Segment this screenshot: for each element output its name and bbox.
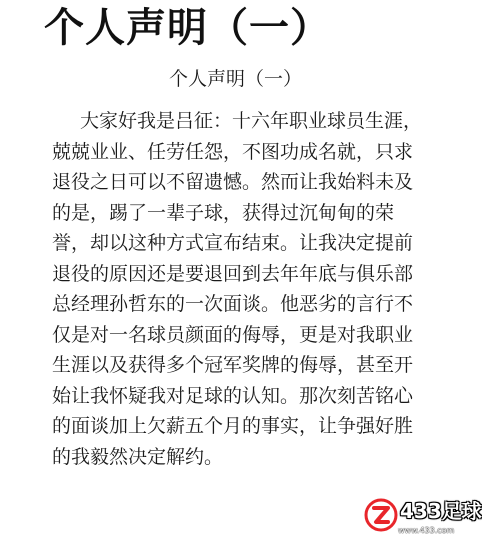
body-line: 的我毅然决定解约。 — [52, 445, 224, 468]
body-line: 的面谈加上欠薪五个月的事实，让争强好胜 — [52, 415, 414, 437]
document-subtitle: 个人声明（一） — [168, 68, 302, 90]
body-line: 誉，却以这种方式宣布结束。让我决定提前 — [52, 232, 414, 254]
body-line: 退役之日可以不留遗憾。然而让我始料未及 — [52, 171, 414, 193]
body-line: 始让我怀疑我对足球的认知。那次刻苦铭心 — [52, 384, 414, 407]
document-headline: 个人声明（一） — [44, 5, 331, 51]
body-line: 总经理孙哲东的一次面谈。他恶劣的言行不 — [52, 293, 414, 315]
body-line: 的是，踢了一辈子球，获得过沉甸甸的荣 — [52, 201, 395, 224]
body-line: 生涯以及获得多个冠军奖牌的侮辱，甚至开 — [52, 354, 414, 376]
body-line: 兢兢业业、任劳任怨，不图功成名就，只求 — [52, 140, 414, 163]
watermark-subtext: www.433.com — [398, 526, 455, 535]
body-line: 大家好我是吕征：十六年职业球员生涯， — [80, 110, 423, 132]
watermark-logo — [364, 494, 482, 544]
body-line: 退役的原因还是要退回到去年年底与俱乐部 — [52, 262, 414, 285]
statement-body — [52, 106, 472, 472]
z-logo-icon — [364, 498, 398, 532]
watermark-text: 433足球 — [400, 499, 482, 523]
body-line: 仅是对一名球员颜面的侮辱，更是对我职业 — [52, 323, 414, 346]
